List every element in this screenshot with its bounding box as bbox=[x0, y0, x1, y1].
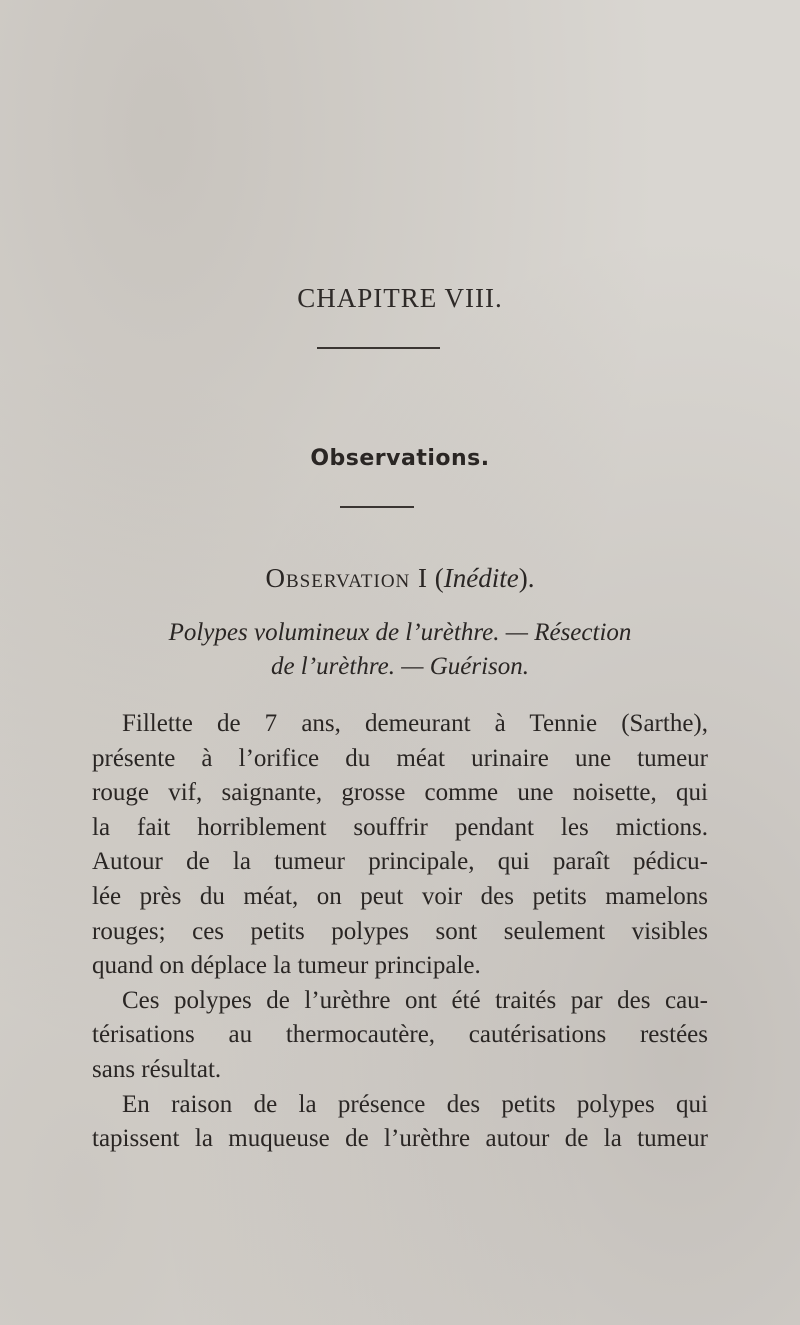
divider-rule bbox=[317, 347, 440, 349]
chapter-title: CHAPITRE VIII. bbox=[297, 283, 503, 313]
observation-qualifier-close: ). bbox=[518, 563, 535, 593]
body-line: quand on déplace la tumeur principale. bbox=[92, 952, 481, 980]
body-line: sans résultat. bbox=[92, 1055, 222, 1083]
observation-qualifier: Inédite bbox=[443, 563, 519, 593]
body-line: lée près du méat, on peut voir des petits mamelons bbox=[92, 882, 708, 910]
body-line: En raison de la présence des petits polypes qui bbox=[122, 1090, 708, 1118]
body-line: tapissent la muqueuse de l’urèthre autour de la tumeur bbox=[92, 1125, 708, 1153]
body-line: Fillette de 7 ans, demeurant à Tennie (Sarthe), bbox=[122, 710, 708, 737]
divider-rule bbox=[340, 506, 414, 508]
observation-label: Observation I bbox=[265, 563, 429, 593]
observation-qualifier-open: ( bbox=[434, 563, 444, 593]
body-line: Autour de la tumeur principale, qui paraît pédicu- bbox=[92, 848, 708, 876]
body-line: térisations au thermocautère, cautérisations restées bbox=[92, 1021, 708, 1049]
body-line: rouges; ces petits polypes sont seulement visibles bbox=[92, 917, 708, 945]
observation-heading bbox=[0, 563, 800, 594]
body-text bbox=[92, 707, 708, 1157]
body-line: la fait horriblement souffrir pendant les mictions. bbox=[92, 813, 708, 841]
observation-subtitle-line: de l’urèthre. — Guérison. bbox=[270, 653, 530, 680]
body-line: Ces polypes de l’urèthre ont été traités par des cau- bbox=[122, 986, 708, 1014]
observation-subtitle-line: Polypes volumineux de l’urèthre. — Résection bbox=[168, 619, 632, 646]
body-line: rouge vif, saignante, grosse comme une noisette, qui bbox=[92, 779, 708, 807]
body-line: présente à l’orifice du méat urinaire une tumeur bbox=[92, 744, 708, 772]
section-title: Observations. bbox=[310, 446, 490, 471]
